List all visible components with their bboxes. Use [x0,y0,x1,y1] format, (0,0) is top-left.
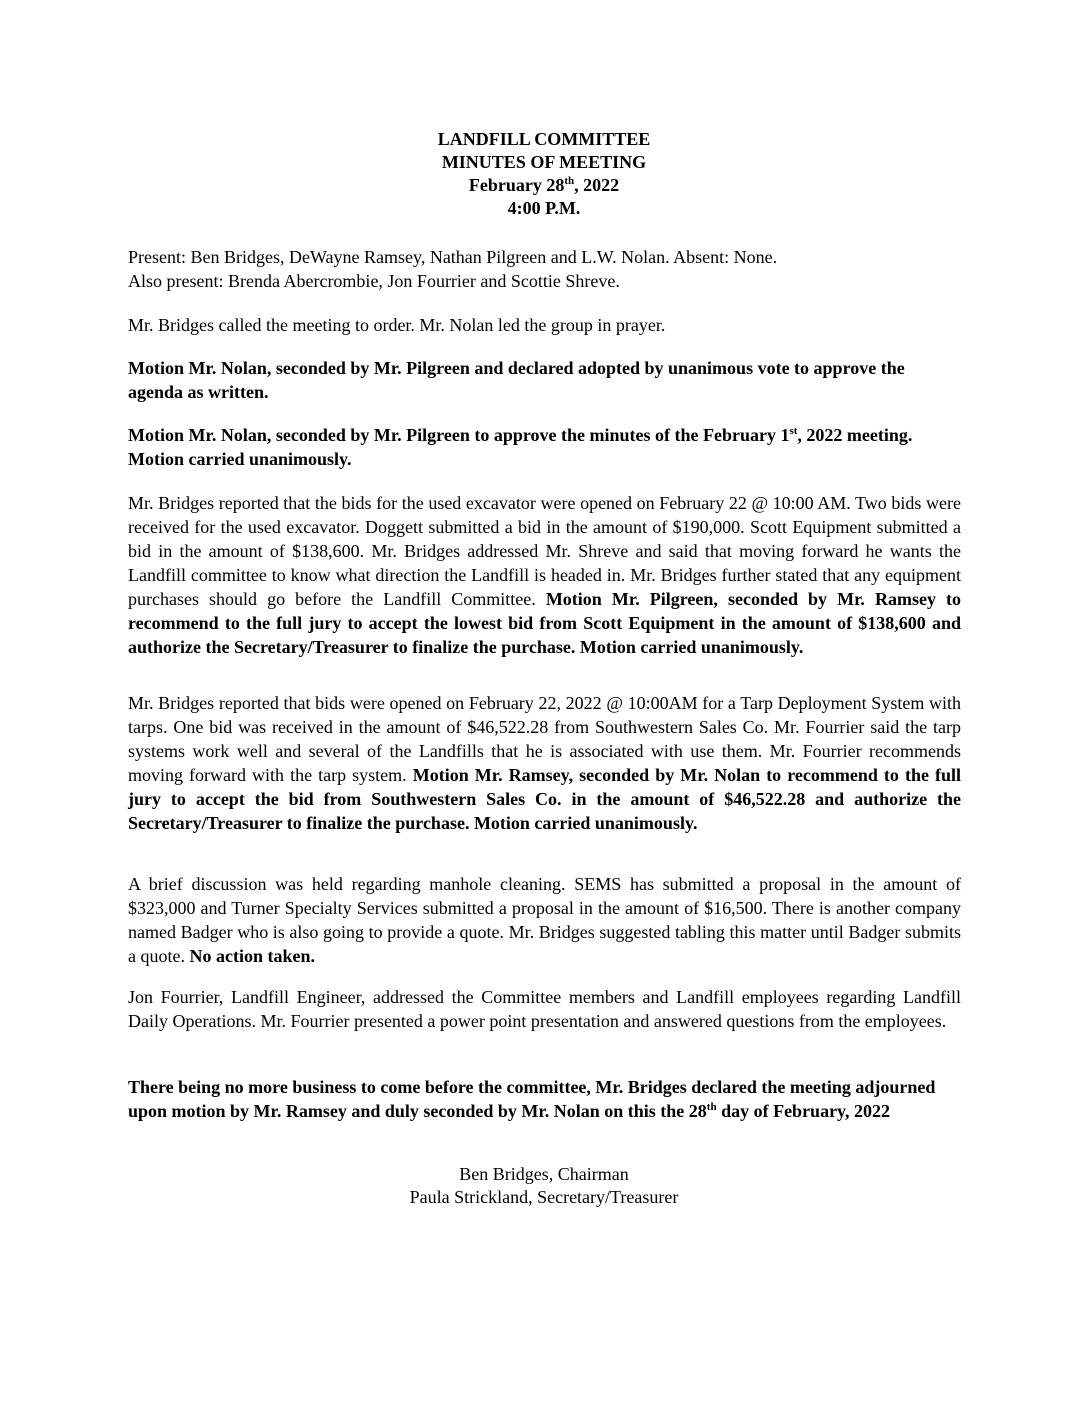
motion-agenda: Motion Mr. Nolan, seconded by Mr. Pilgreen and declared adopted by unanimous vote to approve the agenda as written. [128,358,905,402]
attendance [128,245,961,293]
title-committee: LANDFILL COMMITTEE [437,129,651,149]
call-to-order: Mr. Bridges called the meeting to order. Mr. Nolan led the group in prayer. [128,315,666,335]
title-time: 4:00 P.M. [507,198,581,218]
tarp-text: Mr. Bridges reported that bids were opened on February 22, 2022 @ 10:00AM for a Tarp Deployment System with tarps. One bid was received in the amount of $46,522.28 from Southwestern Sales Co. Mr. Fourrier said the tarp systems work well and several of the Landfills that he is associated with use them. Mr. Fourrier recommends moving forward with the tarp system. [128,693,961,785]
manhole-text: A brief discussion was held regarding manhole cleaning. SEMS has submitted a proposal in the amount of $323,000 and Turner Specialty Services submitted a proposal in the amount of $16,500. There is another company named Badger who is also going to provide a quote. Mr. Bridges suggested tabling this matter until Badger submits a quote. [128,874,961,966]
excavator-motion: Motion Mr. Pilgreen, seconded by Mr. Ramsey to recommend to the full jury to accept the lowest bid from Scott Equipment in the amount of $138,600 and authorize the Secretary/Treasurer to finalize the purchase. Motion carried unanimously. [128,589,962,657]
chairman-signature: Ben Bridges, Chairman [459,1164,629,1184]
signature-block [0,1163,1088,1209]
also-present-line: Also present: Brenda Abercrombie, Jon Fourrier and Scottie Shreve. [128,271,620,291]
tarp-paragraph [128,691,961,835]
operations-paragraph: Jon Fourrier, Landfill Engineer, addressed the Committee members and Landfill employees regarding Landfill Daily Operations. Mr. Fourrier presented a power point presentation and answered questions from the employees. [128,987,961,1031]
tarp-motion: Motion Mr. Ramsey, seconded by Mr. Nolan to recommend to the full jury to accept the bid from Southwestern Sales Co. in the amount of $46,522.28 and authorize the Secretary/Treasurer to finalize the purchase. Motion carried unanimously. [128,765,961,833]
secretary-signature: Paula Strickland, Secretary/Treasurer [409,1187,679,1207]
adjournment-paragraph: There being no more business to come before the committee, Mr. Bridges declared the meeting adjourned upon motion by Mr. Ramsey and duly seconded by Mr. Nolan on this the 28th day of February, 2022 [128,1077,936,1121]
manhole-action: No action taken. [189,946,315,966]
manhole-paragraph [128,872,961,968]
title-minutes: MINUTES OF MEETING [441,152,647,172]
present-line: Present: Ben Bridges, DeWayne Ramsey, Nathan Pilgreen and L.W. Nolan. Absent: None. [128,247,778,267]
title-date: February 28th, 2022 [468,175,620,195]
excavator-text: Mr. Bridges reported that the bids for the used excavator were opened on February 22 @ 10:00 AM. Two bids were received for the used excavator. Doggett submitted a bid in the amount of $190,000. Scott Equipment submitted a bid in the amount of $138,600. Mr. Bridges addressed Mr. Shreve and said that moving forward he wants the Landfill committee to know what direction the Landfill is headed in. Mr. Bridges further stated that any equipment purchases should go before the Landfill Committee. [128,493,961,609]
excavator-paragraph [128,491,961,659]
document-title [0,128,1088,220]
motion-minutes: Motion Mr. Nolan, seconded by Mr. Pilgreen to approve the minutes of the February 1st, 2022 meeting. Motion carried unanimously. [128,425,913,469]
